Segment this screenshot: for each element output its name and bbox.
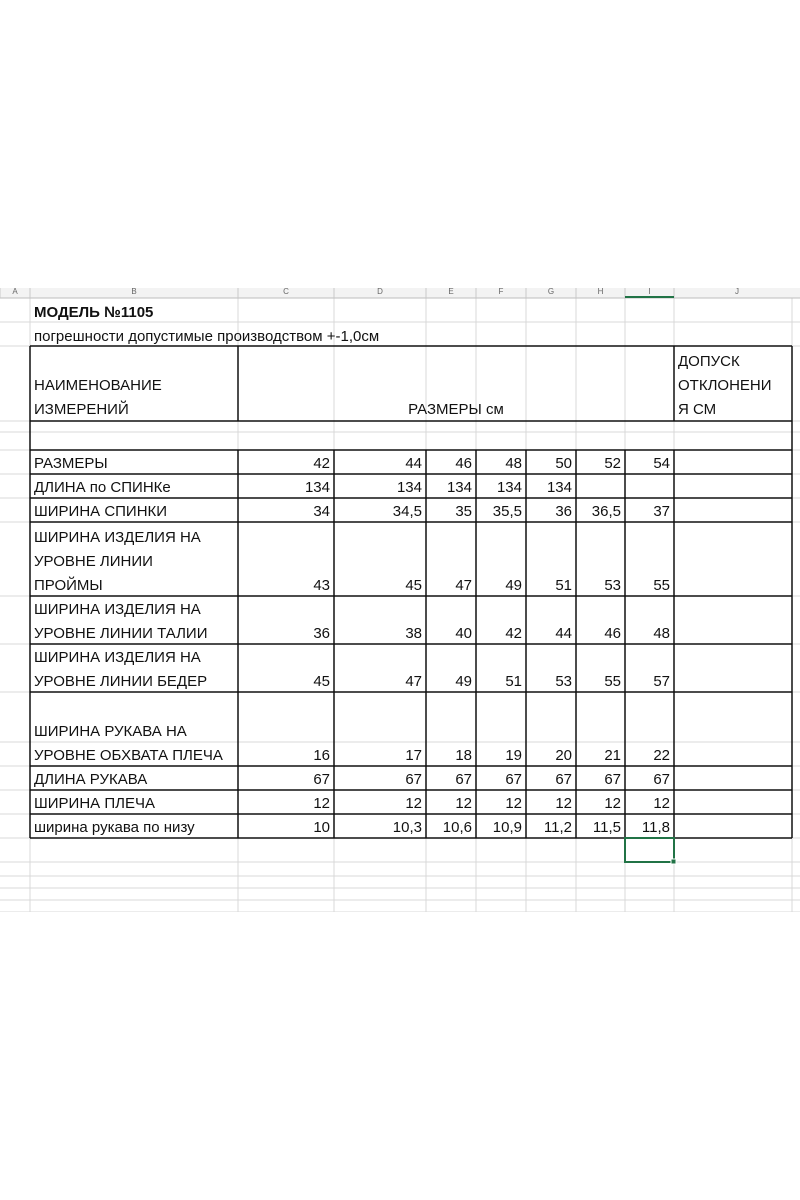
size-value-cell: 49 — [455, 673, 472, 690]
size-value-cell: 11,2 — [543, 819, 572, 836]
size-value-cell: 67 — [455, 771, 472, 788]
header-tolerance-line: Я СМ — [678, 401, 717, 418]
column-header-f[interactable]: F — [498, 287, 504, 296]
size-value-cell: 134 — [304, 479, 330, 496]
size-value-cell: 34,5 — [392, 503, 422, 520]
size-value-cell: 10,9 — [492, 819, 522, 836]
size-value-cell: 55 — [604, 673, 621, 690]
size-value-cell: 67 — [405, 771, 422, 788]
size-value-cell: 43 — [313, 577, 330, 594]
size-value-cell: 12 — [313, 795, 330, 812]
tolerance-note: погрешности допустимые производством +-1,0см — [34, 328, 380, 345]
row-label: ширина рукава по низу — [34, 819, 195, 836]
row-label: ДЛИНА по СПИНКе — [34, 479, 171, 496]
size-value-cell: 134 — [446, 479, 472, 496]
size-value-cell: 17 — [405, 747, 422, 764]
selected-cell[interactable] — [625, 838, 674, 862]
row-label: ПРОЙМЫ — [34, 577, 103, 594]
row-label: ШИРИНА ИЗДЕЛИЯ НА — [34, 601, 201, 618]
header-name-line-1: НАИМЕНОВАНИЕ — [34, 377, 162, 394]
size-value-cell: 50 — [555, 455, 572, 472]
row-label: УРОВНЕ ЛИНИИ ТАЛИИ — [34, 625, 208, 642]
row-label: УРОВНЕ ЛИНИИ БЕДЕР — [34, 673, 208, 690]
row-label: ШИРИНА ПЛЕЧА — [34, 795, 155, 812]
size-value-cell: 10,6 — [442, 819, 472, 836]
column-header-d[interactable]: D — [377, 287, 383, 296]
size-value-cell: 44 — [555, 625, 572, 642]
active-column-indicator — [625, 296, 674, 298]
header-name-line-2: ИЗМЕРЕНИЙ — [34, 401, 129, 418]
header-sizes-label: РАЗМЕРЫ см — [408, 401, 504, 418]
size-value-cell: 22 — [653, 747, 670, 764]
size-value-cell: 48 — [505, 455, 522, 472]
size-value-cell: 52 — [604, 455, 621, 472]
size-value-cell: 47 — [455, 577, 472, 594]
size-value-cell: 21 — [604, 747, 621, 764]
size-value-cell: 12 — [604, 795, 621, 812]
size-value-cell: 38 — [405, 625, 422, 642]
size-value-cell: 67 — [653, 771, 670, 788]
column-header-background — [0, 288, 800, 298]
header-tolerance-line: ОТКЛОНЕНИ — [678, 377, 772, 394]
size-value-cell: 42 — [313, 455, 330, 472]
size-value-cell: 67 — [555, 771, 572, 788]
size-value-cell: 10 — [313, 819, 330, 836]
size-value-cell: 47 — [405, 673, 422, 690]
spreadsheet-canvas — [0, 272, 800, 912]
column-header-strip — [0, 287, 800, 298]
size-value-cell: 36,5 — [591, 503, 621, 520]
size-value-cell: 12 — [653, 795, 670, 812]
size-value-cell: 57 — [653, 673, 670, 690]
column-header-g[interactable]: G — [547, 287, 555, 296]
size-value-cell: 12 — [405, 795, 422, 812]
size-value-cell: 67 — [604, 771, 621, 788]
column-header-j[interactable]: J — [735, 287, 739, 296]
size-value-cell: 49 — [505, 577, 522, 594]
selection-layer — [625, 838, 676, 864]
row-label: УРОВНЕ ОБХВАТА ПЛЕЧА — [34, 747, 223, 764]
sheet-title: МОДЕЛЬ №1105 — [34, 304, 154, 321]
size-value-cell: 11,5 — [592, 819, 621, 836]
row-label: УРОВНЕ ЛИНИИ — [34, 553, 153, 570]
size-value-cell: 134 — [546, 479, 572, 496]
size-value-cell: 67 — [505, 771, 522, 788]
size-value-cell: 53 — [604, 577, 621, 594]
row-label: РАЗМЕРЫ — [34, 455, 108, 472]
size-value-cell: 51 — [505, 673, 522, 690]
table-text — [34, 304, 772, 836]
size-value-cell: 36 — [313, 625, 330, 642]
size-value-cell: 12 — [505, 795, 522, 812]
size-value-cell: 134 — [496, 479, 522, 496]
row-label: ДЛИНА РУКАВА — [34, 771, 148, 788]
row-label: ШИРИНА ИЗДЕЛИЯ НА — [34, 529, 201, 546]
size-value-cell: 35 — [455, 503, 472, 520]
size-value-cell: 48 — [653, 625, 670, 642]
row-label: ШИРИНА СПИНКИ — [34, 503, 168, 520]
size-value-cell: 19 — [505, 747, 522, 764]
size-value-cell: 67 — [313, 771, 330, 788]
size-value-cell: 10,3 — [392, 819, 422, 836]
size-value-cell: 12 — [455, 795, 472, 812]
size-value-cell: 12 — [555, 795, 572, 812]
size-value-cell: 45 — [313, 673, 330, 690]
size-value-cell: 35,5 — [492, 503, 522, 520]
size-value-cell: 53 — [555, 673, 572, 690]
header-tolerance-line: ДОПУСК — [678, 353, 740, 370]
size-value-cell: 46 — [455, 455, 472, 472]
row-label: ШИРИНА РУКАВА НА — [34, 723, 187, 740]
size-value-cell: 37 — [653, 503, 670, 520]
fill-handle[interactable] — [671, 859, 676, 864]
size-value-cell: 40 — [455, 625, 472, 642]
size-value-cell: 45 — [405, 577, 422, 594]
row-label: ШИРИНА ИЗДЕЛИЯ НА — [34, 649, 201, 666]
size-value-cell: 11,8 — [641, 819, 670, 836]
spreadsheet-grid[interactable] — [0, 272, 800, 912]
column-header-i[interactable]: I — [648, 287, 651, 296]
column-header-e[interactable]: E — [448, 287, 454, 296]
column-header-h[interactable]: H — [597, 287, 604, 296]
size-value-cell: 18 — [455, 747, 472, 764]
size-value-cell: 54 — [653, 455, 670, 472]
size-value-cell: 55 — [653, 577, 670, 594]
size-value-cell: 16 — [313, 747, 330, 764]
size-value-cell: 42 — [505, 625, 522, 642]
size-value-cell: 134 — [396, 479, 422, 496]
size-value-cell: 46 — [604, 625, 621, 642]
size-value-cell: 36 — [555, 503, 572, 520]
size-value-cell: 34 — [313, 503, 330, 520]
column-header-a[interactable]: A — [12, 287, 18, 296]
size-value-cell: 44 — [405, 455, 422, 472]
size-value-cell: 51 — [555, 577, 572, 594]
column-header-b[interactable]: B — [131, 287, 137, 296]
size-value-cell: 20 — [555, 747, 572, 764]
column-header-c[interactable]: C — [283, 287, 289, 296]
